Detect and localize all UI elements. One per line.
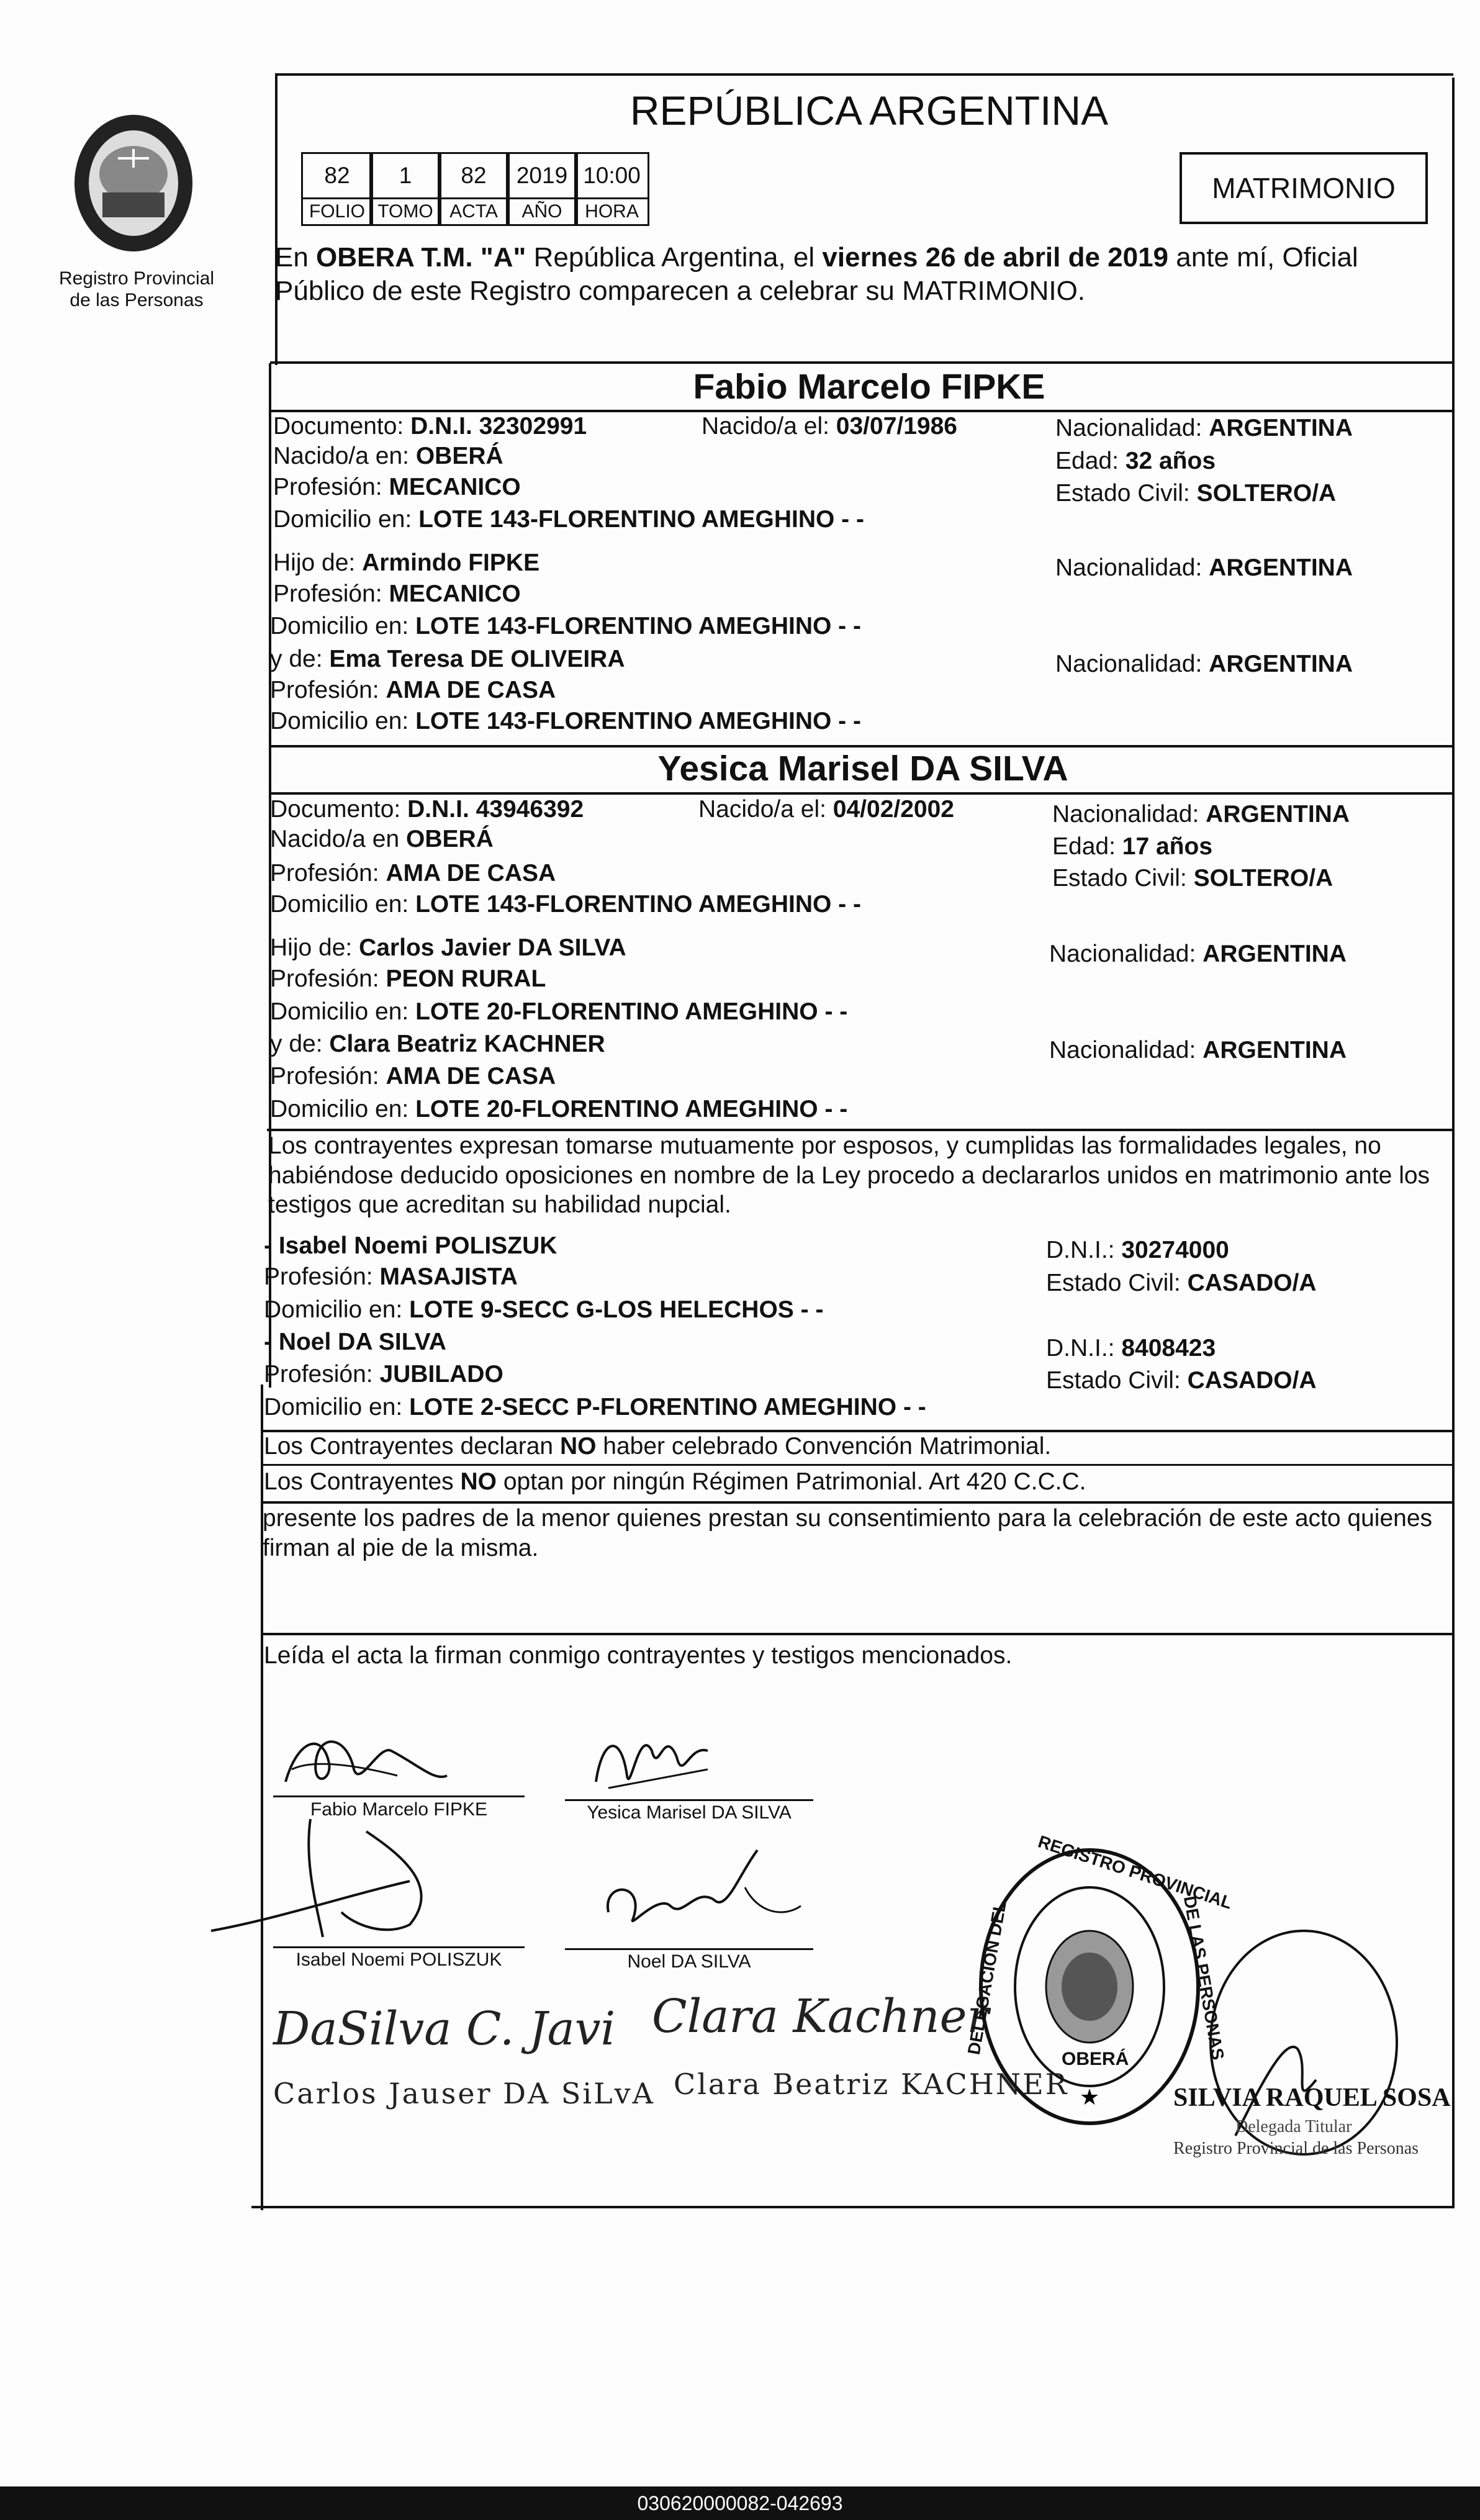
groom-birthplace bbox=[273, 443, 503, 471]
closing-text: Leída el acta la firman conmigo contrayentes y testigos mencionados. bbox=[264, 1642, 1013, 1669]
header-hour-value: 10:00 bbox=[574, 152, 649, 199]
groom-mother-prof-label: Profesión: bbox=[270, 677, 386, 703]
bride-civil-label: Estado Civil: bbox=[1052, 865, 1194, 892]
bride-addr-value: LOTE 143-FLORENTINO AMEGHINO - - bbox=[415, 891, 861, 918]
header-tomo-label: TOMO bbox=[369, 197, 441, 226]
bride-father-value: Carlos Javier DA SILVA bbox=[359, 934, 626, 961]
witness2-signature-scribble bbox=[596, 1838, 819, 1943]
bride-mother-nationality bbox=[1049, 1037, 1347, 1065]
bride-mother-prof-label: Profesión: bbox=[270, 1063, 386, 1090]
intro-text-2: República Argentina, el bbox=[526, 242, 823, 273]
bride-doc-label: Documento: bbox=[270, 796, 408, 823]
bride-father-nationality bbox=[1049, 941, 1347, 969]
witness1-addr-value: LOTE 9-SECC G-LOS HELECHOS - - bbox=[409, 1296, 824, 1323]
bride-signature-scribble bbox=[584, 1714, 726, 1800]
declaration-text: Los contrayentes expresan tomarse mutuamente por esposos, y cumplidas las formalidades legales, no habiéndose deducido oposiciones en nombre de la Ley procedo a declararlos unidos en matrimonio ante los testigos que acreditan su habilidad nupcial. bbox=[268, 1132, 1430, 1219]
groom-nat-value: ARGENTINA bbox=[1209, 415, 1353, 441]
bride-address bbox=[270, 891, 861, 919]
bride-father-nat-value: ARGENTINA bbox=[1202, 941, 1347, 967]
witness1-prof-label: Profesión: bbox=[264, 1263, 380, 1290]
official-name: SILVIA RAQUEL SOSA bbox=[1173, 2084, 1451, 2112]
bride-father-addr-value: LOTE 20-FLORENTINO AMEGHINO - - bbox=[415, 998, 848, 1025]
footer-code: 030620000082-042693 bbox=[637, 2492, 843, 2514]
groom-mother-nat-label: Nacionalidad: bbox=[1055, 651, 1209, 677]
groom-father-nat-label: Nacionalidad: bbox=[1055, 554, 1209, 581]
groom-mother-addr-value: LOTE 143-FLORENTINO AMEGHINO - - bbox=[415, 708, 861, 734]
groom-father-prof-label: Profesión: bbox=[273, 580, 389, 607]
bride-nat-value: ARGENTINA bbox=[1206, 801, 1350, 828]
witness1-prof-value: MASAJISTA bbox=[379, 1263, 518, 1290]
witness2-dni-value: 8408423 bbox=[1121, 1335, 1216, 1362]
bride-age-value: 17 años bbox=[1122, 833, 1213, 860]
logo-caption-line2: de las Personas bbox=[70, 289, 204, 310]
groom-father-addr-value: LOTE 143-FLORENTINO AMEGHINO - - bbox=[415, 613, 861, 639]
bride-prof-value: AMA DE CASA bbox=[386, 860, 556, 887]
witness1-civil-value: CASADO/A bbox=[1187, 1270, 1317, 1296]
witness1-addr-label: Domicilio en: bbox=[264, 1296, 410, 1323]
misiones-seal-icon bbox=[59, 99, 208, 267]
stamp-city: OBERÁ bbox=[1062, 2049, 1129, 2069]
witness2-addr-value: LOTE 2-SECC P-FLORENTINO AMEGHINO - - bbox=[409, 1394, 926, 1420]
doc-type-box: MATRIMONIO bbox=[1180, 152, 1428, 224]
groom-prof-value: MECANICO bbox=[389, 474, 521, 500]
groom-profession bbox=[273, 474, 521, 502]
bride-father-prof-value: PEON RURAL bbox=[386, 965, 546, 992]
groom-mother-label: y de: bbox=[270, 646, 330, 672]
bride-born-label: Nacido/a el: bbox=[698, 796, 833, 823]
witness2-prof-value: JUBILADO bbox=[379, 1361, 503, 1388]
groom-mother-nationality bbox=[1055, 651, 1353, 679]
country-title: REPÚBLICA ARGENTINA bbox=[629, 88, 1109, 133]
bride-document bbox=[270, 796, 584, 824]
bride-mother-addr-value: LOTE 20-FLORENTINO AMEGHINO - - bbox=[415, 1096, 848, 1122]
bride-civil-value: SOLTERO/A bbox=[1193, 865, 1333, 892]
witness1-name bbox=[264, 1232, 557, 1260]
groom-addr-value: LOTE 143-FLORENTINO AMEGHINO - - bbox=[418, 506, 864, 533]
groom-mother-nat-value: ARGENTINA bbox=[1209, 651, 1353, 677]
groom-mother-prof-value: AMA DE CASA bbox=[386, 677, 556, 703]
groom-birthplace-label: Nacido/a en: bbox=[273, 443, 416, 469]
groom-father bbox=[273, 549, 539, 577]
stamp-ring-right: DE LAS PERSONAS bbox=[1180, 1894, 1228, 2062]
bride-father-prof-label: Profesión: bbox=[270, 965, 386, 992]
header-hour-label: HORA bbox=[574, 197, 649, 226]
witness1-civil-label: Estado Civil: bbox=[1046, 1270, 1188, 1296]
groom-father-value: Armindo FIPKE bbox=[362, 549, 540, 576]
bride-birthdate bbox=[698, 796, 954, 824]
witness2-name bbox=[264, 1329, 446, 1357]
bride-mother-nat-value: ARGENTINA bbox=[1202, 1037, 1347, 1064]
groom-civil-status bbox=[1055, 480, 1336, 508]
bride-name-title: Yesica Marisel DA SILVA bbox=[657, 749, 1068, 788]
mother-handwritten-signature: Clara Kachner bbox=[652, 1990, 989, 2043]
groom-doc-value: D.N.I. 32302991 bbox=[410, 413, 587, 440]
groom-document bbox=[273, 413, 587, 441]
groom-civil-label: Estado Civil: bbox=[1055, 480, 1197, 507]
bride-mother-addr-label: Domicilio en: bbox=[270, 1096, 416, 1122]
witness2-prof-label: Profesión: bbox=[264, 1361, 380, 1388]
bride-mother-address bbox=[270, 1096, 847, 1124]
note1-text-b: NO bbox=[559, 1433, 597, 1460]
bride-mother bbox=[270, 1031, 605, 1059]
bride-nationality bbox=[1052, 801, 1350, 829]
groom-addr-label: Domicilio en: bbox=[273, 506, 419, 533]
witness1-dni-value: 30274000 bbox=[1121, 1237, 1229, 1263]
header-tomo-value: 1 bbox=[369, 152, 441, 199]
bride-mother-profession bbox=[270, 1063, 556, 1091]
witness1-civil-status bbox=[1046, 1270, 1317, 1298]
header-acta-value: 82 bbox=[438, 152, 510, 199]
witness1-name-value: - Isabel Noemi POLISZUK bbox=[264, 1232, 557, 1259]
bride-father-nat-label: Nacionalidad: bbox=[1049, 941, 1203, 967]
note-convention bbox=[264, 1433, 1051, 1461]
bride-birthplace-label: Nacido/a en bbox=[270, 826, 406, 852]
groom-mother-address bbox=[270, 708, 861, 736]
stamp-ring-left: DELEGACION DEL bbox=[963, 1899, 1010, 2056]
groom-age-value: 32 años bbox=[1125, 448, 1216, 474]
father-handwritten-signature: DaSilva C. Javi bbox=[273, 2002, 616, 2056]
witness2-name-value: - Noel DA SILVA bbox=[264, 1329, 446, 1355]
groom-mother bbox=[270, 646, 625, 674]
header-folio-label: FOLIO bbox=[301, 197, 373, 226]
note1-text-c: haber celebrado Convención Matrimonial. bbox=[596, 1433, 1052, 1460]
groom-signature-scribble bbox=[273, 1726, 459, 1800]
groom-birthplace-value: OBERÁ bbox=[415, 443, 503, 469]
witness2-civil-status bbox=[1046, 1367, 1317, 1395]
bride-born-value: 04/02/2002 bbox=[833, 796, 954, 823]
groom-age-label: Edad: bbox=[1055, 448, 1126, 474]
bride-birthplace-value: OBERÁ bbox=[405, 826, 494, 852]
groom-doc-label: Documento: bbox=[273, 413, 411, 440]
groom-name-title: Fabio Marcelo FIPKE bbox=[693, 367, 1045, 407]
bride-doc-value: D.N.I. 43946392 bbox=[407, 796, 584, 823]
bride-age bbox=[1052, 833, 1212, 861]
header-year-label: AÑO bbox=[506, 197, 578, 226]
intro-text-3: ante mí, Oficial Público de este Registro comparecen a celebrar su MATRIMONIO. bbox=[275, 242, 1358, 306]
groom-father-nationality bbox=[1055, 554, 1353, 582]
witness1-signature-name: Isabel Noemi POLISZUK bbox=[296, 1949, 502, 1970]
witness2-civil-value: CASADO/A bbox=[1187, 1367, 1317, 1394]
bride-addr-label: Domicilio en: bbox=[270, 891, 416, 918]
groom-birthdate bbox=[702, 413, 957, 441]
province-logo bbox=[59, 99, 208, 267]
note1-text-a: Los Contrayentes declaran bbox=[264, 1433, 560, 1460]
intro-place: OBERA T.M. "A" bbox=[316, 242, 526, 273]
stamp-ring-top: REGISTRO PROVINCIAL bbox=[1036, 1831, 1235, 1913]
bride-profession bbox=[270, 860, 556, 888]
groom-father-prof-value: MECANICO bbox=[389, 580, 521, 607]
witness1-signature-scribble bbox=[205, 1813, 466, 1949]
bride-father-label: Hijo de: bbox=[270, 934, 359, 961]
note2-text-a: Los Contrayentes bbox=[264, 1468, 461, 1495]
bride-civil-status bbox=[1052, 865, 1333, 893]
witness1-dni-label: D.N.I.: bbox=[1046, 1237, 1122, 1263]
bride-prof-label: Profesión: bbox=[270, 860, 386, 887]
bride-mother-label: y de: bbox=[270, 1031, 330, 1057]
groom-civil-value: SOLTERO/A bbox=[1196, 480, 1337, 507]
groom-father-profession bbox=[273, 580, 521, 608]
bride-father bbox=[270, 934, 626, 962]
witness2-profession bbox=[264, 1361, 503, 1389]
note-regime bbox=[264, 1468, 1086, 1496]
witness1-profession bbox=[264, 1263, 518, 1291]
svg-text:★: ★ bbox=[1079, 2084, 1100, 2110]
groom-nat-label: Nacionalidad: bbox=[1055, 415, 1209, 441]
logo-caption bbox=[37, 268, 236, 311]
footer-bar bbox=[0, 2486, 1480, 2520]
bride-father-address bbox=[270, 998, 847, 1026]
groom-age bbox=[1055, 448, 1216, 476]
groom-father-label: Hijo de: bbox=[273, 549, 363, 576]
witness2-civil-label: Estado Civil: bbox=[1046, 1367, 1188, 1394]
intro-text-1: En bbox=[275, 242, 317, 273]
bride-age-label: Edad: bbox=[1052, 833, 1122, 860]
groom-prof-label: Profesión: bbox=[273, 474, 389, 500]
witness2-addr-label: Domicilio en: bbox=[264, 1394, 410, 1420]
witness1-dni bbox=[1046, 1237, 1229, 1265]
groom-mother-profession bbox=[270, 677, 556, 705]
intro-paragraph bbox=[275, 241, 1451, 307]
bride-birthplace bbox=[270, 826, 494, 854]
groom-father-address bbox=[270, 613, 861, 641]
groom-mother-addr-label: Domicilio en: bbox=[270, 708, 416, 734]
groom-address bbox=[273, 506, 864, 534]
official-org: Registro Provincial de las Personas bbox=[1173, 2139, 1419, 2158]
witness1-address bbox=[264, 1296, 823, 1324]
groom-signature-name: Fabio Marcelo FIPKE bbox=[310, 1799, 488, 1820]
witness2-signature-name: Noel DA SILVA bbox=[627, 1951, 751, 1972]
bride-mother-nat-label: Nacionalidad: bbox=[1049, 1037, 1203, 1064]
note2-text-b: NO bbox=[460, 1468, 497, 1495]
registry-stamp bbox=[963, 1831, 1235, 2129]
groom-nationality bbox=[1055, 415, 1353, 443]
header-acta-label: ACTA bbox=[438, 197, 510, 226]
logo-caption-line1: Registro Provincial bbox=[58, 268, 215, 289]
witness2-dni bbox=[1046, 1335, 1216, 1363]
intro-date: viernes 26 de abril de 2019 bbox=[822, 242, 1169, 273]
official-title: Delegada Titular bbox=[1235, 2117, 1352, 2136]
bride-father-addr-label: Domicilio en: bbox=[270, 998, 416, 1025]
bride-father-profession bbox=[270, 965, 546, 993]
groom-father-nat-value: ARGENTINA bbox=[1209, 554, 1353, 581]
groom-father-addr-label: Domicilio en: bbox=[270, 613, 416, 639]
groom-born-value: 03/07/1986 bbox=[836, 413, 957, 440]
bride-signature-name: Yesica Marisel DA SILVA bbox=[587, 1802, 792, 1823]
note2-text-c: optan por ningún Régimen Patrimonial. Art 420 C.C.C. bbox=[497, 1468, 1086, 1495]
mother-handwritten-name: Clara Beatriz KACHNER bbox=[674, 2067, 1069, 2101]
father-handwritten-name: Carlos Jauser DA SiLvA bbox=[273, 2077, 655, 2110]
groom-mother-value: Ema Teresa DE OLIVEIRA bbox=[329, 646, 625, 672]
bride-mother-prof-value: AMA DE CASA bbox=[386, 1063, 556, 1090]
header-year-value: 2019 bbox=[506, 152, 578, 199]
bride-mother-value: Clara Beatriz KACHNER bbox=[329, 1031, 605, 1057]
header-folio-value: 82 bbox=[301, 152, 373, 199]
witness2-dni-label: D.N.I.: bbox=[1046, 1335, 1122, 1362]
witness2-address bbox=[264, 1394, 926, 1422]
groom-born-label: Nacido/a el: bbox=[702, 413, 836, 440]
consent-text: presente los padres de la menor quienes prestan su consentimiento para la celebración de este acto quienes firman al pie de la misma. bbox=[263, 1505, 1433, 1561]
bride-nat-label: Nacionalidad: bbox=[1052, 801, 1206, 828]
